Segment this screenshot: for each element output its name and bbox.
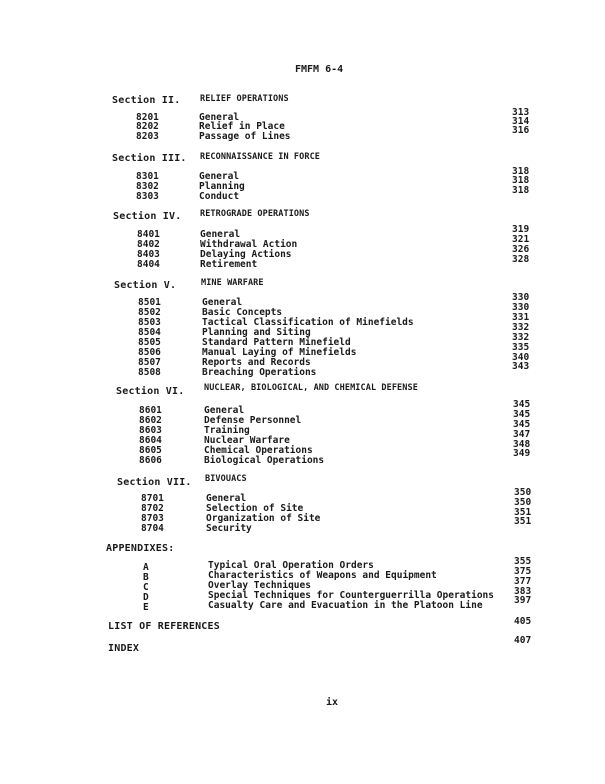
appendix-letter: B: [143, 572, 149, 583]
appendix-letter: E: [143, 602, 149, 613]
section-label: Section VII.: [117, 477, 192, 488]
entry-title: General: [204, 405, 245, 416]
page-number: 351: [514, 507, 532, 518]
entry-title: Conduct: [199, 191, 240, 202]
page-number: 345: [513, 399, 531, 410]
appendix-title: Special Techniques for Counterguerrilla Operations: [208, 590, 494, 601]
page-number: 331: [512, 312, 530, 323]
document-header: FMFM 6-4: [295, 64, 344, 75]
page-number: 318: [512, 175, 530, 186]
page-number: 350: [514, 487, 532, 498]
section-title: RELIEF OPERATIONS: [200, 94, 289, 104]
entry-number: 8501: [138, 297, 161, 308]
entry-number: 8702: [141, 503, 164, 514]
page-number: 345: [513, 409, 531, 420]
entry-title: General: [202, 297, 243, 308]
entry-title: Basic Concepts: [202, 307, 283, 318]
page-number: 328: [512, 254, 530, 265]
entry-title: Training: [204, 425, 250, 436]
entry-title: Passage of Lines: [199, 131, 291, 142]
entry-title: Selection of Site: [206, 503, 304, 514]
entry-number: 8201: [136, 112, 159, 123]
entry-number: 8404: [137, 259, 160, 270]
page-number: 318: [512, 166, 530, 177]
page-number: 377: [514, 576, 532, 587]
page-number: 347: [513, 429, 531, 440]
entry-number: 8606: [139, 455, 162, 466]
entry-number: 8504: [138, 327, 161, 338]
entry-title: Nuclear Warfare: [204, 435, 290, 446]
entry-title: General: [206, 493, 247, 504]
entry-title: Relief in Place: [199, 121, 285, 132]
page-number: 335: [512, 342, 530, 353]
page-number: 332: [512, 332, 530, 343]
appendix-title: Overlay Techniques: [208, 580, 311, 591]
entry-number: 8403: [137, 249, 160, 260]
page-number: 348: [513, 439, 531, 450]
entry-title: Manual Laying of Minefields: [202, 347, 357, 358]
entry-number: 8704: [141, 523, 164, 534]
appendix-letter: D: [143, 592, 149, 603]
entry-number: 8203: [136, 131, 159, 142]
page-number: 375: [514, 566, 532, 577]
entry-title: Breaching Operations: [202, 367, 317, 378]
entry-number: 8604: [139, 435, 162, 446]
entry-number: 8302: [136, 181, 159, 192]
section-title: NUCLEAR, BIOLOGICAL, AND CHEMICAL DEFENSE: [204, 383, 418, 393]
page-number: 330: [512, 302, 530, 313]
section-label: Section IV.: [113, 211, 182, 222]
entry-number: 8507: [138, 357, 161, 368]
appendix-title: Casualty Care and Evacuation in the Platoon Line: [208, 600, 483, 611]
entry-title: Organization of Site: [206, 513, 321, 524]
entry-title: Standard Pattern Minefield: [202, 337, 351, 348]
entry-title: Retirement: [200, 259, 258, 270]
entry-number: 8503: [138, 317, 161, 328]
page-number: 319: [512, 224, 530, 235]
entry-number: 8703: [141, 513, 164, 524]
entry-number: 8505: [138, 337, 161, 348]
footer-page-number: ix: [326, 697, 339, 708]
entry-title: Biological Operations: [204, 455, 325, 466]
appendixes-label: APPENDIXES:: [106, 543, 175, 554]
page-number: 326: [512, 244, 530, 255]
entry-title: Planning: [199, 181, 245, 192]
page-number: 383: [514, 586, 532, 597]
page-number: 332: [512, 322, 530, 333]
entry-title: Chemical Operations: [204, 445, 313, 456]
entry-number: 8402: [137, 239, 160, 250]
appendix-letter: C: [143, 582, 149, 593]
section-title: BIVOUACS: [205, 474, 247, 484]
page-number: 330: [512, 292, 530, 303]
page-number: 397: [514, 595, 532, 606]
entry-title: General: [199, 171, 240, 182]
appendix-title: Characteristics of Weapons and Equipment: [208, 570, 437, 581]
page-number: 343: [512, 361, 530, 372]
entry-number: 8303: [136, 191, 159, 202]
entry-title: Delaying Actions: [200, 249, 292, 260]
entry-number: 8202: [136, 121, 159, 132]
section-label: Section III.: [112, 153, 187, 164]
entry-title: Tactical Classification of Minefields: [202, 317, 414, 328]
page-number: 314: [512, 116, 530, 127]
page-number: 340: [512, 352, 530, 363]
section-title: RECONNAISSANCE IN FORCE: [200, 152, 321, 162]
page-number: 313: [512, 107, 530, 118]
section-label: Section V.: [114, 280, 177, 291]
page-number: 321: [512, 234, 530, 245]
entry-number: 8401: [137, 229, 160, 240]
entry-title: Defense Personnel: [204, 415, 302, 426]
entry-number: 8603: [139, 425, 162, 436]
page-number: 350: [514, 497, 532, 508]
entry-number: 8301: [136, 171, 159, 182]
page-number: 351: [514, 516, 532, 527]
appendix-letter: A: [143, 562, 149, 573]
entry-title: General: [199, 112, 240, 123]
entry-number: 8605: [139, 445, 162, 456]
entry-title: Reports and Records: [202, 357, 311, 368]
entry-title: General: [200, 229, 241, 240]
entry-title: Withdrawal Action: [200, 239, 298, 250]
entry-title: Security: [206, 523, 252, 534]
entry-number: 8502: [138, 307, 161, 318]
page-number: 407: [514, 635, 532, 646]
entry-title: Planning and Siting: [202, 327, 311, 338]
section-label: Section VI.: [116, 386, 185, 397]
page-number: 316: [512, 125, 530, 136]
page-number: 355: [514, 556, 532, 567]
page-number: 318: [512, 185, 530, 196]
page-number: 405: [514, 616, 532, 627]
entry-number: 8602: [139, 415, 162, 426]
section-title: MINE WARFARE: [201, 278, 264, 288]
page-number: 345: [513, 419, 531, 430]
entry-number: 8506: [138, 347, 161, 358]
entry-number: 8701: [141, 493, 164, 504]
entry-number: 8601: [139, 405, 162, 416]
entry-number: 8508: [138, 367, 161, 378]
list-of-references-label: LIST OF REFERENCES: [108, 621, 220, 632]
section-title: RETROGRADE OPERATIONS: [200, 209, 310, 219]
appendix-title: Typical Oral Operation Orders: [208, 560, 374, 571]
section-label: Section II.: [112, 95, 181, 106]
index-label: INDEX: [108, 643, 140, 654]
page-number: 349: [513, 448, 531, 459]
